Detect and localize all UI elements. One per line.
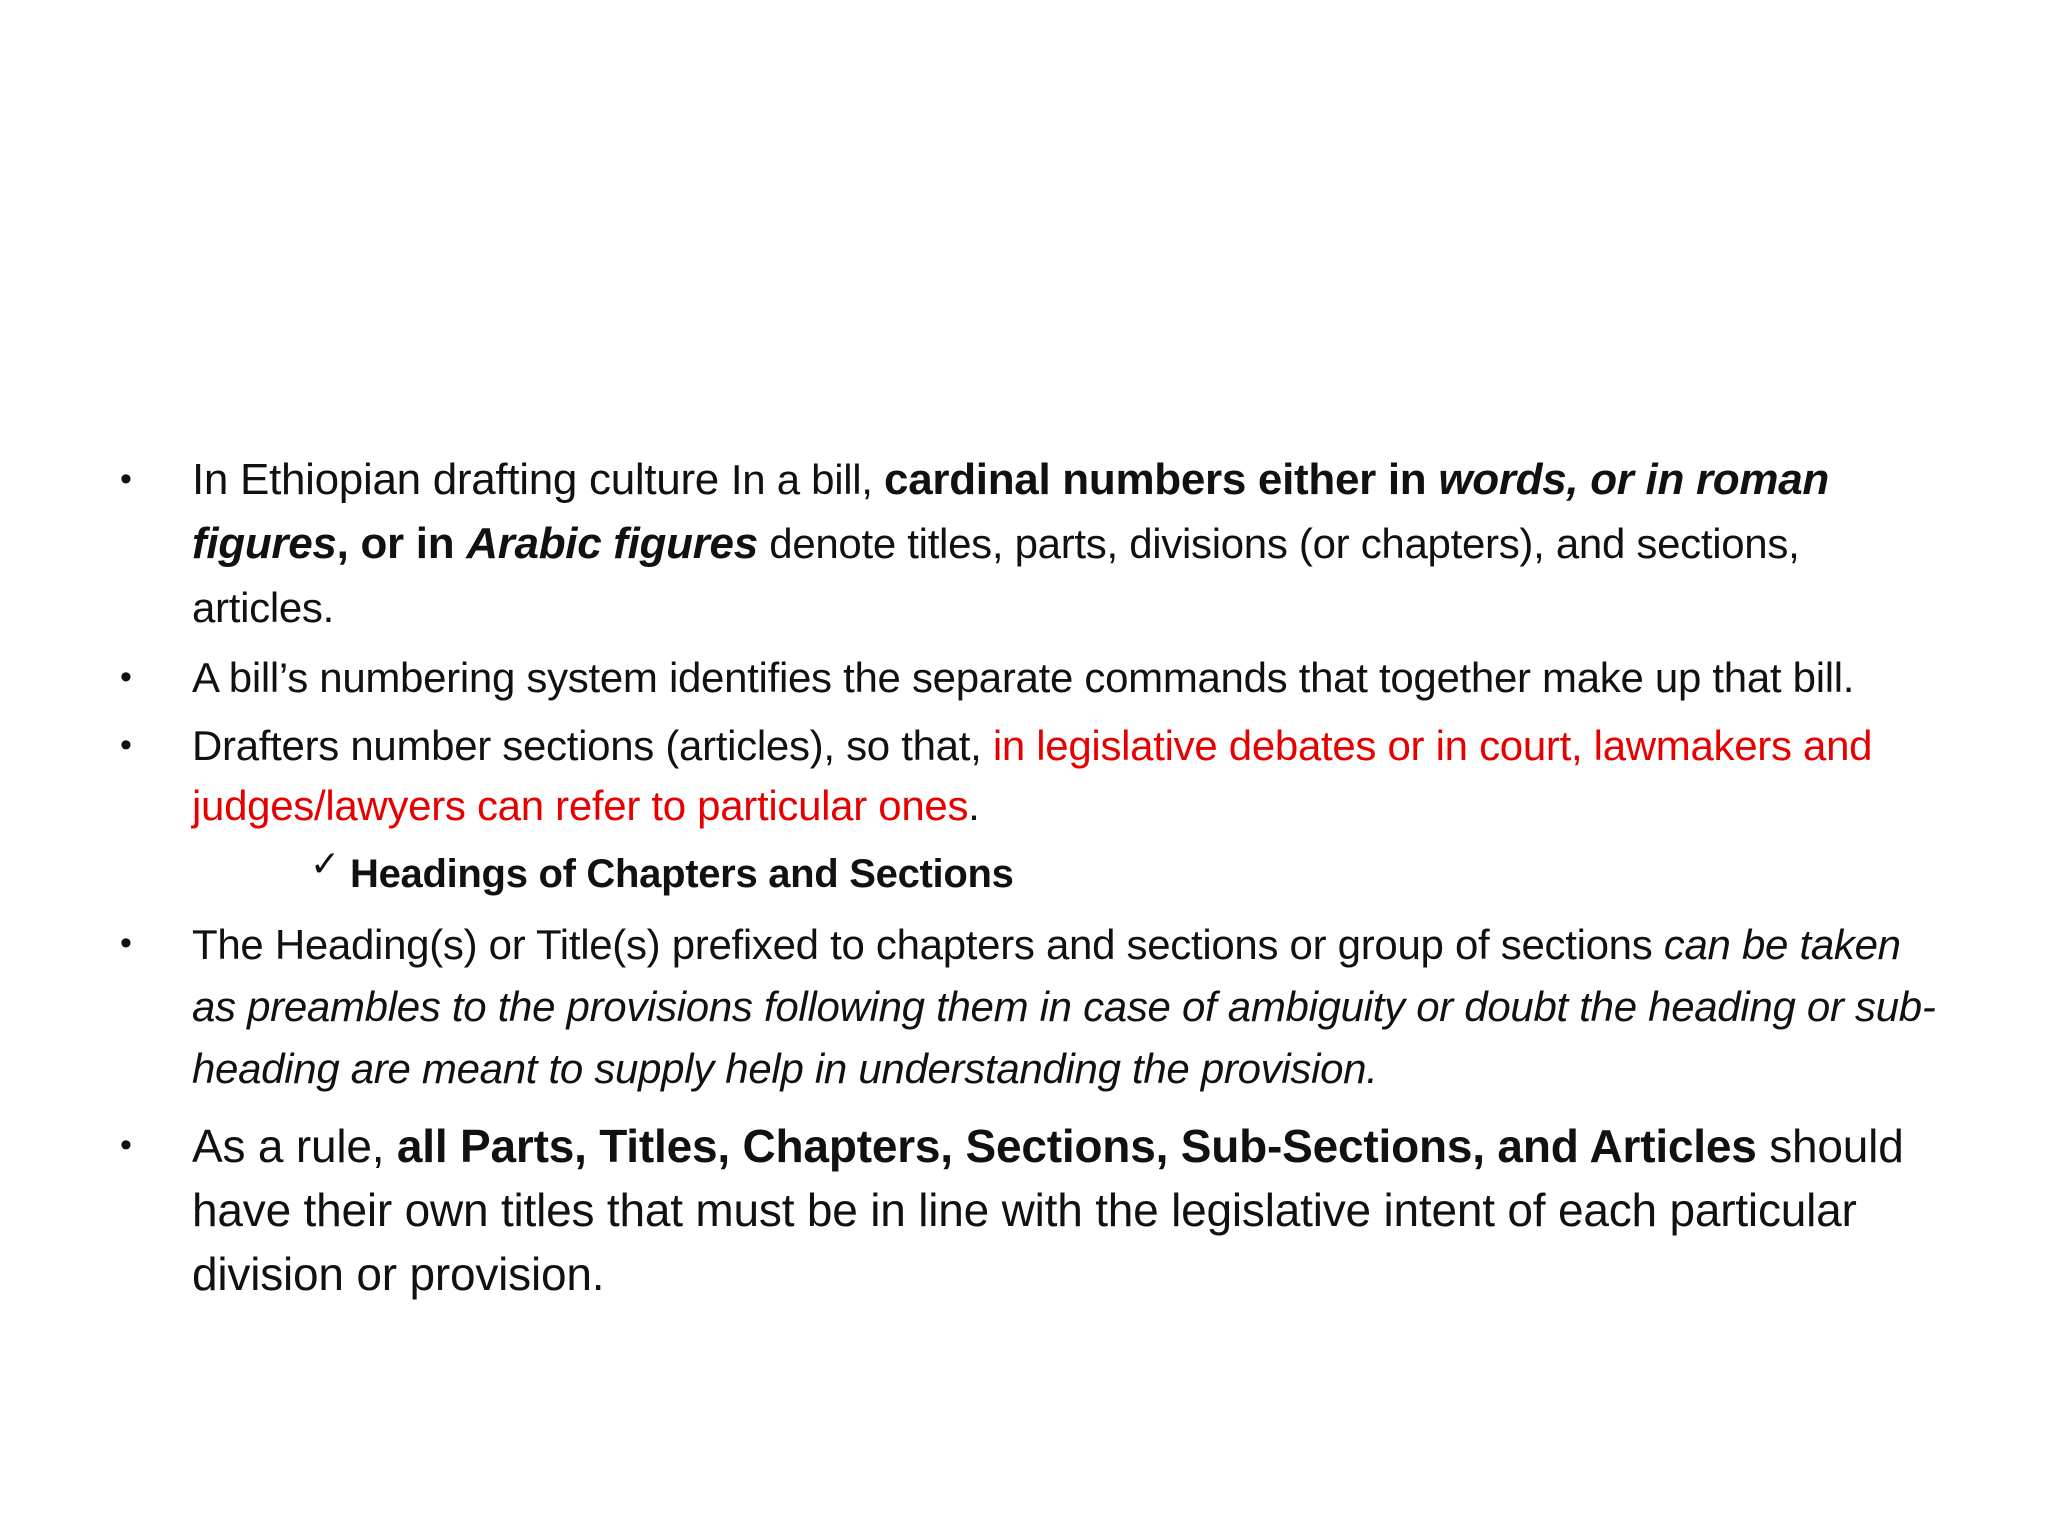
text-segment: In a bill,	[730, 456, 885, 503]
text-segment: .	[968, 782, 980, 829]
text-segment-bold-italic: Arabic figures	[466, 519, 758, 568]
subheading-text: Headings of Chapters and Sections	[350, 852, 1014, 896]
bullet-marker: •	[120, 460, 132, 498]
slide-content	[120, 448, 1940, 1306]
bullet-numbering-culture	[120, 448, 1940, 640]
bullet-marker: •	[120, 924, 132, 962]
subheading-chapters-sections	[310, 844, 1940, 904]
text-segment: denote titles, parts, divisions (or chapters), and sections, articles.	[192, 520, 1800, 631]
text-segment-bold: all Parts, Titles, Chapters, Sections, Sub-Sections, and Articles	[396, 1120, 1757, 1172]
bullet-headings-preambles	[120, 914, 1940, 1100]
text-segment: In Ethiopian drafting culture	[192, 455, 731, 504]
bullet-numbering-system	[120, 648, 1940, 708]
text-segment-red: in legislative debates or in court, lawmakers and judges/lawyers can refer to particular ones	[192, 722, 1873, 829]
text-segment: A bill’s numbering system identifies the separate commands that together make up that bill.	[192, 654, 1855, 701]
bullet-titles-rule	[120, 1114, 1940, 1306]
text-segment: The Heading(s) or Title(s) prefixed to chapters and sections or group of sections	[192, 921, 1664, 968]
bullet-drafters-number	[120, 716, 1940, 836]
bullet-marker: •	[120, 1126, 132, 1164]
text-segment: should have their own titles that must be in line with the legislative intent of each particular division or provision.	[192, 1120, 1904, 1300]
text-segment-bold: cardinal numbers either in	[884, 455, 1439, 504]
bullet-marker: •	[120, 658, 132, 696]
checkmark-icon: ✓	[310, 843, 340, 884]
text-segment: As a rule,	[192, 1120, 397, 1172]
bullet-marker: •	[120, 726, 132, 764]
text-segment-bold: , or in	[336, 519, 467, 568]
text-segment-italic: can be taken as preambles to the provisions following them in case of ambiguity or doubt the heading or sub- heading are meant to supply help in understanding the provision.	[192, 921, 1936, 1092]
text-segment-bold-italic: words, or in roman figures	[192, 455, 1829, 568]
text-segment: Drafters number sections (articles), so that,	[192, 722, 993, 769]
